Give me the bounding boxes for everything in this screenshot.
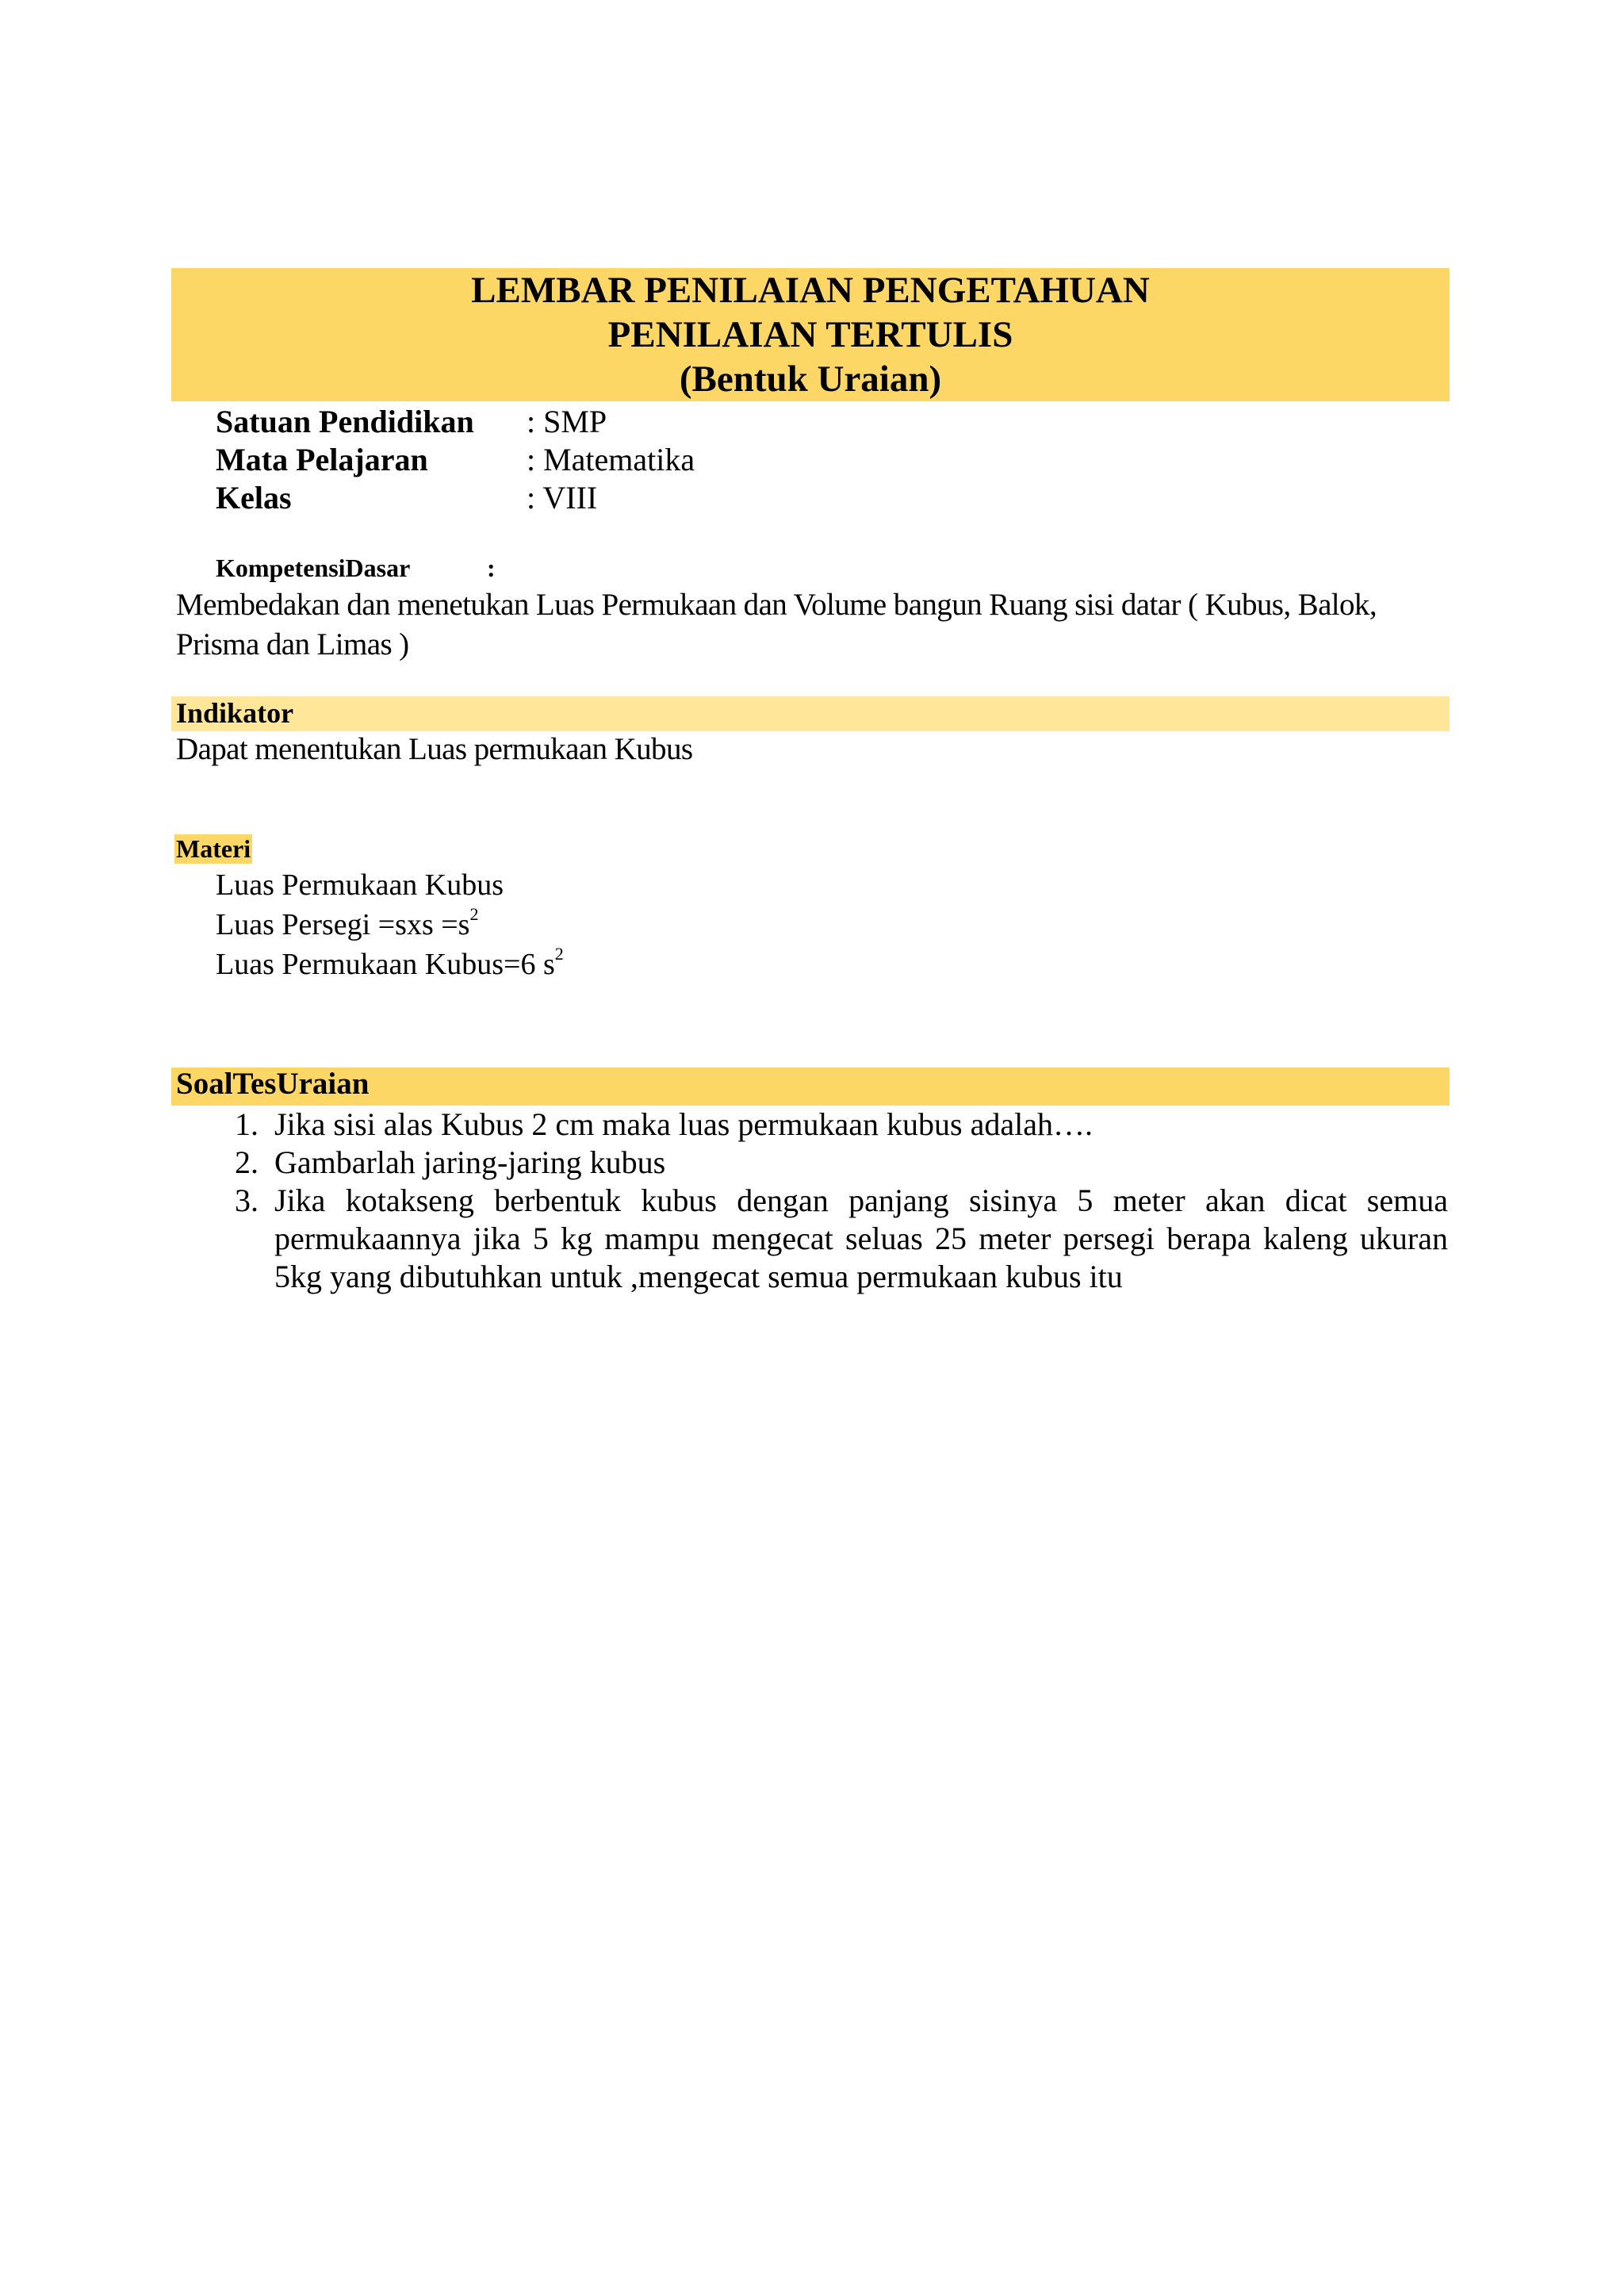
indikator-text: Dapat menentukan Luas permukaan Kubus: [176, 732, 693, 766]
info-value: : VIII: [527, 480, 598, 516]
info-value: : SMP: [527, 404, 607, 439]
info-label: Mata Pelajaran: [216, 442, 428, 477]
question-text-line: permukaannya jika 5 kg mampu mengecat seluas 25 meter persegi berapa kaleng ukuran: [274, 1221, 1448, 1256]
kompetensi-colon: :: [487, 554, 496, 582]
superscript: 2: [554, 944, 564, 964]
superscript: 2: [469, 904, 479, 924]
question-number: 1.: [235, 1106, 259, 1142]
indikator-label: Indikator: [176, 697, 294, 729]
question-text-line: 5kg yang dibutuhkan untuk ,mengecat semua permukaan kubus itu: [274, 1259, 1123, 1294]
question-number: 2.: [235, 1144, 259, 1180]
title-block: [171, 268, 1450, 401]
info-label: Kelas: [216, 480, 292, 516]
materi-line-2: Luas Persegi $=sxs =s^2$: [216, 904, 479, 941]
question-text: Gambarlah jaring-jaring kubus: [274, 1144, 666, 1180]
info-label: Satuan Pendidikan: [216, 404, 474, 439]
kompetensi-text: Membedakan dan menetukan Luas Permukaan dan Volume bangun Ruang sisi datar ( Kubus, Balok, Prisma dan Limas ): [176, 588, 1377, 661]
indikator-band: [171, 696, 1450, 731]
title-line-2: PENILAIAN TERTULIS: [607, 314, 1013, 355]
kompetensi-label: KompetensiDasar: [216, 554, 411, 582]
materi-line-1: Luas Permukaan Kubus: [216, 868, 504, 902]
materi-label: Materi: [176, 834, 251, 863]
title-line-1: LEMBAR PENILAIAN PENGETAHUAN: [471, 270, 1150, 311]
info-value: : Matematika: [527, 442, 695, 477]
question-text: Jika sisi alas Kubus 2 cm maka luas permukaan kubus adalah….: [274, 1106, 1093, 1142]
question-number: 3.: [235, 1182, 259, 1218]
question-text-line: Jika kotakseng berbentuk kubus dengan panjang sisinya 5 meter akan dicat semua: [274, 1182, 1448, 1218]
materi-line-3: Luas Permukaan Kubus=6 $s^2$: [216, 944, 564, 981]
title-line-3: (Bentuk Uraian): [679, 358, 942, 400]
soal-label: SoalTesUraian: [176, 1067, 370, 1101]
